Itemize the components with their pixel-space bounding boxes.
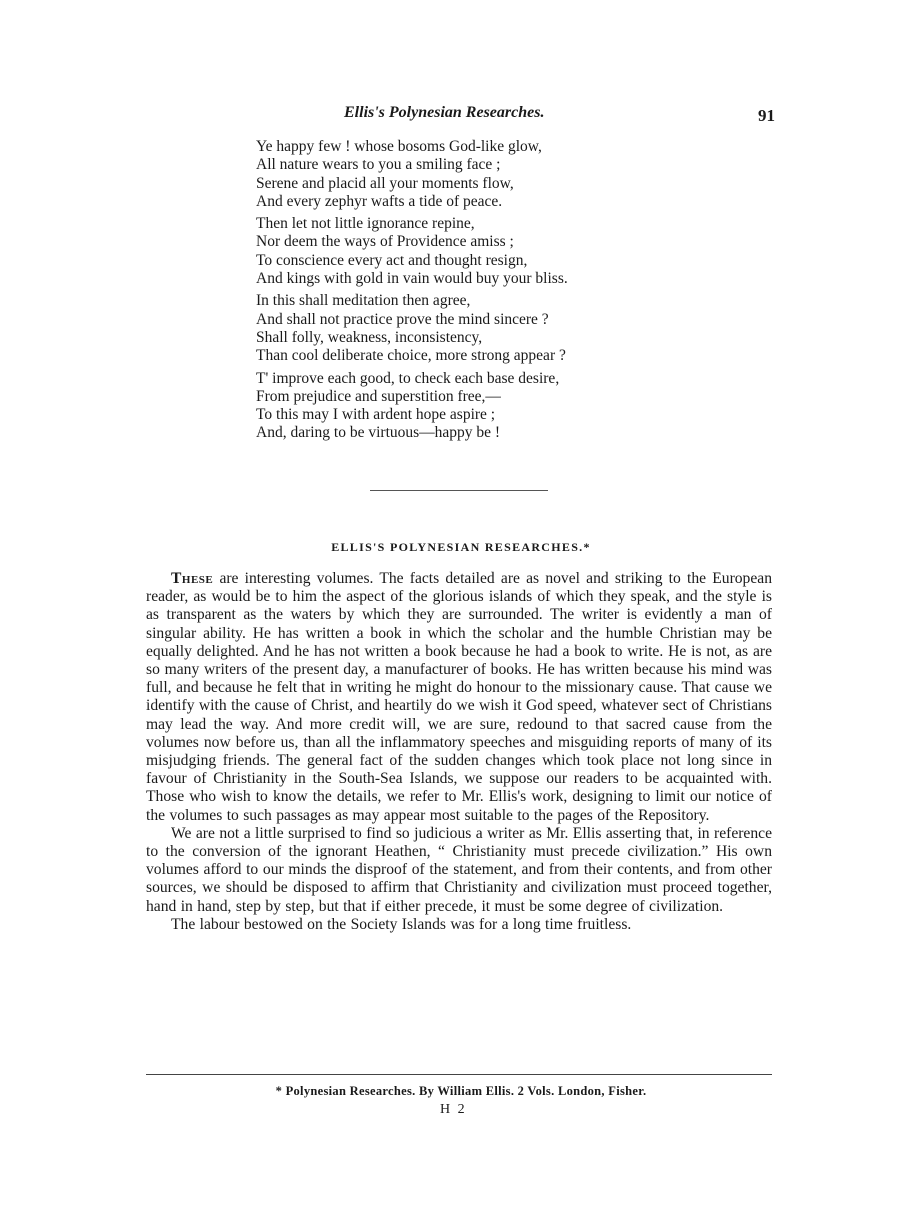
- poem-line: And kings with gold in vain would buy your bliss.: [256, 270, 568, 288]
- poem-line: Than cool deliberate choice, more strong appear ?: [256, 347, 566, 365]
- stanza: [256, 370, 686, 443]
- signature-mark: H 2: [440, 1102, 467, 1117]
- poem: [256, 138, 686, 447]
- poem-line: Shall folly, weakness, inconsistency,: [256, 328, 483, 346]
- stanza: [256, 138, 686, 211]
- poem-line: Ye happy few ! whose bosoms God-like glow,: [256, 138, 542, 155]
- footnote-rule: [146, 1074, 772, 1075]
- running-title: Ellis's Polynesian Researches.: [344, 104, 545, 121]
- poem-line: Nor deem the ways of Providence amiss ;: [256, 233, 514, 251]
- footnote: * Polynesian Researches. By William Ellis. 2 Vols. London, Fisher.: [275, 1084, 647, 1098]
- paragraph: [146, 570, 772, 825]
- poem-line: Then let not little ignorance repine,: [256, 215, 475, 233]
- stanza: [256, 215, 686, 288]
- paragraph: The labour bestowed on the Society Islands was for a long time fruitless.: [171, 915, 632, 933]
- poem-line: In this shall meditation then agree,: [256, 292, 471, 310]
- article-body: [146, 570, 772, 934]
- article-title: ELLIS'S POLYNESIAN RESEARCHES.*: [331, 540, 591, 554]
- poem-line: And shall not practice prove the mind sincere ?: [256, 310, 549, 328]
- poem-line: To conscience every act and thought resign,: [256, 251, 528, 269]
- section-divider: [370, 490, 548, 491]
- poem-line: All nature wears to you a smiling face ;: [256, 156, 501, 174]
- stanza: [256, 292, 686, 365]
- poem-line: And every zephyr wafts a tide of peace.: [256, 192, 503, 210]
- lead-word: These: [171, 570, 214, 587]
- poem-line: T' improve each good, to check each base desire,: [256, 369, 560, 387]
- poem-line: From prejudice and superstition free,—: [256, 387, 501, 405]
- paragraph-text: are interesting volumes. The facts detailed are as novel and striking to the European reader, as would be to him the aspect of the glorious islands of which they speak, and the style is as transparent as the waters by which they are surrounded. The writer is evidently a man of singular ability. He has written a book in which the scholar and the humble Christian may be equally delighted. And he has not written a book because he had a book to write. He is not, as are so many writers of the present day, a manufacturer of books. He has written because his mind was full, and because he felt that in writing he might do honour to the missionary cause. That cause we identify with the cause of Christ, and heartily do we wish it God speed, whatever sect of Christians may lead the way. And more credit will, we are sure, redound to that sacred cause from the volumes now before us, than all the inflammatory speeches and misguiding reports of many of its misjudging friends. The general fact of the sudden changes which took place not long since in favour of Christianity in the South-Sea Islands, we suppose our readers to be acquainted with. Those who wish to know the details, we refer to Mr. Ellis's work, designing to limit our notice of the volumes to such passages as may appear most suitable to the pages of the Repository.: [146, 570, 772, 824]
- paragraph: We are not a little surprised to find so judicious a writer as Mr. Ellis asserting that, in reference to the conversion of the ignorant Heathen, “ Christianity must precede civilization.” His own volumes afford to our minds the disproof of the statement, and from their contents, and from other sources, we should be disposed to affirm that Christianity and civilization must proceed together, hand in hand, step by step, but that if either precede, it must be some degree of civilization.: [146, 824, 772, 915]
- poem-line: And, daring to be virtuous—happy be !: [256, 424, 501, 442]
- poem-line: To this may I with ardent hope aspire ;: [256, 406, 496, 424]
- poem-line: Serene and placid all your moments flow,: [256, 174, 514, 192]
- page-number: 91: [758, 106, 775, 125]
